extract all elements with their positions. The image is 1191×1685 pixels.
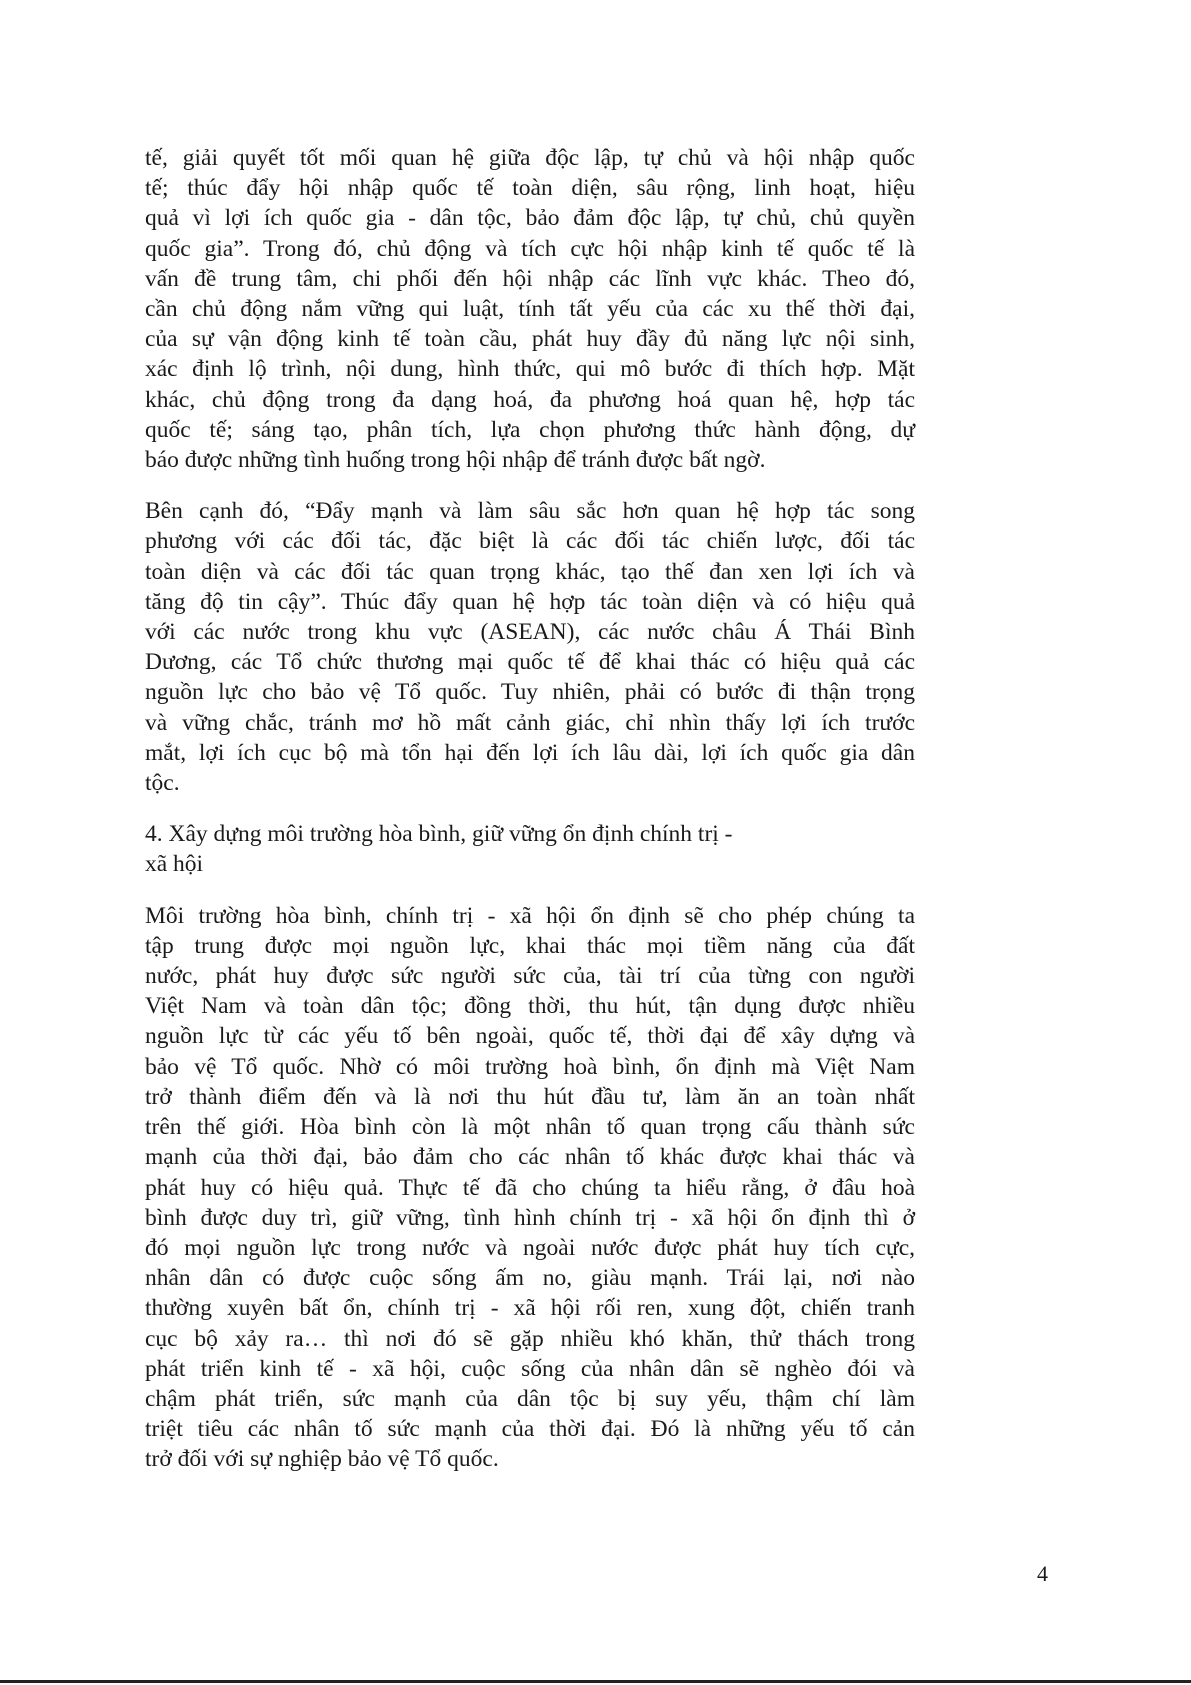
text-line: phát huy có hiệu quả. Thực tế đã cho chúng ta hiểu rằng, ở đâu hoà — [145, 1174, 915, 1201]
text-line: và vững chắc, tránh mơ hồ mất cảnh giác, chỉ nhìn thấy lợi ích trước — [145, 709, 915, 736]
text-line: xác định lộ trình, nội dung, hình thức, qui mô bước đi thích hợp. Mặt — [145, 356, 915, 383]
text-line: tăng độ tin cậy”. Thúc đẩy quan hệ hợp tác toàn diện và có hiệu quả — [145, 588, 915, 615]
text-line: tế; thúc đẩy hội nhập quốc tế toàn diện, sâu rộng, linh hoạt, hiệu — [145, 175, 915, 202]
paragraph-gap — [145, 798, 915, 819]
text-line: vấn đề trung tâm, chi phối đến hội nhập các lĩnh vực khác. Theo đó, — [145, 265, 915, 292]
heading-line: xã hội — [145, 851, 204, 878]
text-line: trở đối với sự nghiệp bảo vệ Tổ quốc. — [145, 1446, 499, 1473]
text-line: chậm phát triển, sức mạnh của dân tộc bị suy yếu, thậm chí làm — [145, 1385, 915, 1412]
text-line: tộc. — [145, 770, 180, 797]
paragraph-3 — [145, 901, 915, 1475]
text-line: với các nước trong khu vực (ASEAN), các nước châu Á Thái Bình — [145, 619, 915, 646]
text-line: báo được những tình huống trong hội nhập để tránh được bất ngờ. — [145, 447, 766, 474]
text-line: thường xuyên bất ổn, chính trị - xã hội rối ren, xung đột, chiến tranh — [145, 1295, 915, 1322]
text-line: Việt Nam và toàn dân tộc; đồng thời, thu hút, tận dụng được nhiều — [145, 993, 915, 1020]
text-line: bình được duy trì, giữ vững, tình hình chính trị - xã hội ổn định thì ở — [145, 1204, 915, 1231]
text-line: quốc gia”. Trong đó, chủ động và tích cực hội nhập kinh tế quốc tế là — [145, 235, 915, 262]
text-line: phương với các đối tác, đặc biệt là các đối tác chiến lược, đối tác — [145, 528, 915, 555]
text-line: quả vì lợi ích quốc gia - dân tộc, bảo đảm độc lập, tự chủ, chủ quyền — [145, 205, 915, 232]
text-line: Bên cạnh đó, “Đẩy mạnh và làm sâu sắc hơn quan hệ hợp tác song — [145, 498, 915, 525]
section-heading — [145, 819, 915, 879]
text-line: khác, chủ động trong đa dạng hoá, đa phương hoá quan hệ, hợp tác — [145, 386, 915, 413]
text-line: tập trung được mọi nguồn lực, khai thác mọi tiềm năng của đất — [145, 932, 915, 959]
paragraph-gap — [145, 475, 915, 496]
text-line: nước, phát huy được sức người sức của, tài trí của từng con người — [145, 963, 915, 990]
text-line: nguồn lực từ các yếu tố bên ngoài, quốc tế, thời đại để xây dựng và — [145, 1023, 915, 1050]
heading-line: 4. Xây dựng môi trường hòa bình, giữ vững ổn định chính trị - — [145, 821, 733, 848]
text-line: toàn diện và các đối tác quan trọng khác, tạo thế đan xen lợi ích và — [145, 558, 915, 585]
text-line: quốc tế; sáng tạo, phân tích, lựa chọn phương thức hành động, dự — [145, 416, 915, 443]
paragraph-gap — [145, 880, 915, 901]
text-line: cục bộ xảy ra… thì nơi đó sẽ gặp nhiều khó khăn, thử thách trong — [145, 1325, 915, 1352]
text-line: Dương, các Tổ chức thương mại quốc tế để khai thác có hiệu quả các — [145, 649, 915, 676]
bottom-edge-divider — [0, 1680, 1191, 1683]
text-line: triệt tiêu các nhân tố sức mạnh của thời đại. Đó là những yếu tố cản — [145, 1416, 915, 1443]
document-body — [145, 143, 915, 1475]
text-line: đó mọi nguồn lực trong nước và ngoài nước được phát huy tích cực, — [145, 1234, 915, 1261]
text-line: mạnh của thời đại, bảo đảm cho các nhân tố khác được khai thác và — [145, 1144, 915, 1171]
text-line: tế, giải quyết tốt mối quan hệ giữa độc lập, tự chủ và hội nhập quốc — [145, 145, 915, 171]
text-line: trên thế giới. Hòa bình còn là một nhân tố quan trọng cấu thành sức — [145, 1114, 915, 1141]
text-line: bảo vệ Tổ quốc. Nhờ có môi trường hoà bình, ổn định mà Việt Nam — [145, 1053, 915, 1080]
text-line: nhân dân có được cuộc sống ấm no, giàu mạnh. Trái lại, nơi nào — [145, 1265, 915, 1292]
text-line: cần chủ động nắm vững qui luật, tính tất yếu của các xu thế thời đại, — [145, 296, 915, 323]
text-line: của sự vận động kinh tế toàn cầu, phát huy đầy đủ năng lực nội sinh, — [145, 326, 915, 353]
paragraph-1 — [145, 143, 915, 475]
text-line: nguồn lực cho bảo vệ Tổ quốc. Tuy nhiên, phải có bước đi thận trọng — [145, 679, 915, 706]
text-line: Môi trường hòa bình, chính trị - xã hội ổn định sẽ cho phép chúng ta — [145, 902, 915, 929]
text-line: trở thành điểm đến và là nơi thu hút đầu tư, làm ăn an toàn nhất — [145, 1083, 915, 1110]
page-number: 4 — [1037, 1561, 1048, 1586]
text-line: phát triển kinh tế - xã hội, cuộc sống của nhân dân sẽ nghèo đói và — [145, 1355, 915, 1382]
paragraph-2 — [145, 496, 915, 798]
text-line: mắt, lợi ích cục bộ mà tổn hại đến lợi ích lâu dài, lợi ích quốc gia dân — [145, 739, 915, 766]
